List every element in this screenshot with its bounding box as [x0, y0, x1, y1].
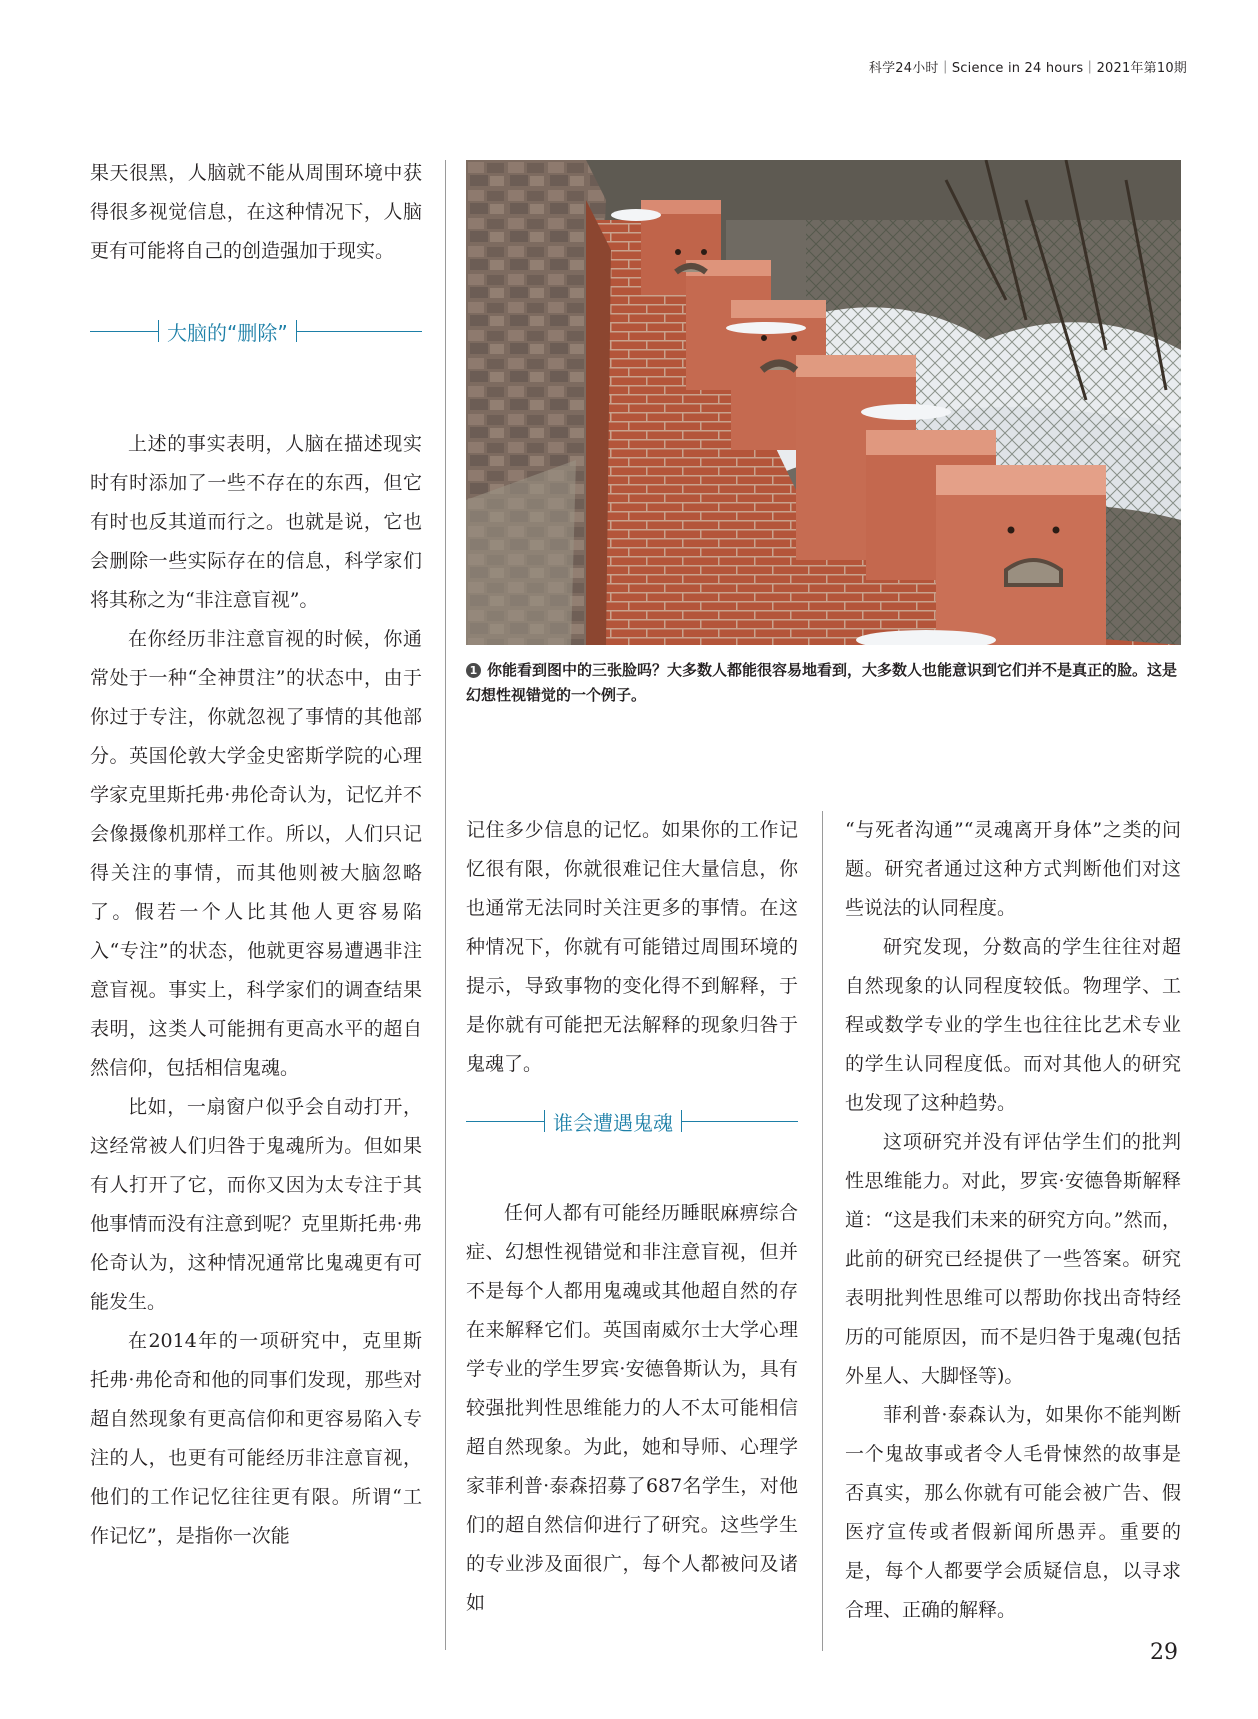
section-title: 大脑的“删除”: [167, 320, 288, 345]
column-divider-left: [445, 160, 446, 1650]
column-2-body: [466, 1194, 798, 1623]
column-2-intro: [466, 811, 798, 1084]
paragraph: “与死者沟通”“灵魂离开身体”之类的问题。研究者通过这种方式判断他们对这些说法的认同程度。: [845, 819, 1181, 919]
heading-rule-left: [90, 331, 158, 332]
paragraph: 比如，一扇窗户似乎会自动打开，这经常被人们归咎于鬼魂所为。但如果有人打开了它，而你又因为太专注于其他事情而没有注意到呢？克里斯托弗·弗伦奇认为，这种情况通常比鬼魂更有可能发生。: [90, 1096, 422, 1313]
paragraph: 这项研究并没有评估学生们的批判性思维能力。对此，罗宾·安德鲁斯解释道：“这是我们未来的研究方向。”然而，此前的研究已经提供了一些答案。研究表明批判性思维可以帮助你找出奇特经历的可能原因，而不是归咎于鬼魂(包括外星人、大脚怪等)。: [845, 1131, 1181, 1387]
paragraph: 在你经历非注意盲视的时候，你通常处于一种“全神贯注”的状态中，由于你过于专注，你就忽视了事情的其他部分。英国伦敦大学金史密斯学院的心理学家克里斯托弗·弗伦奇认为，记忆并不会像摄像机那样工作。所以，人们只记得关注的事情，而其他则被大脑忽略了。假若一个人比其他人更容易陷入“专注”的状态，他就更容易遭遇非注意盲视。事实上，科学家们的调查结果表明，这类人可能拥有更高水平的超自然信仰，包括相信鬼魂。: [90, 628, 422, 1079]
heading-rule-left: [466, 1121, 544, 1122]
heading-rule-right: [297, 331, 422, 332]
paragraph: 记住多少信息的记忆。如果你的工作记忆很有限，你就很难记住大量信息，你也通常无法同时关注更多的事情。在这种情况下，你就有可能错过周围环境的提示，导致事物的变化得不到解释，于是你就有可能把无法解释的现象归咎于鬼魂了。: [466, 819, 798, 1075]
column-1-intro: [90, 154, 422, 271]
paragraph: 上述的事实表明，人脑在描述现实时有时添加了一些不存在的东西，但它有时也反其道而行之。也就是说，它也会删除一些实际存在的信息，科学家们将其称之为“非注意盲视”。: [90, 433, 422, 611]
running-header: 科学24小时｜Science in 24 hours｜2021年第10期: [868, 61, 1187, 76]
paragraph: 任何人都有可能经历睡眠麻痹综合症、幻想性视错觉和非注意盲视，但并不是每个人都用鬼魂或其他超自然的存在来解释它们。英国南威尔士大学心理学专业的学生罗宾·安德鲁斯认为，具有较强批判性思维能力的人不太可能相信超自然现象。为此，她和导师、心理学家菲利普·泰森招募了687名学生，对他们的超自然信仰进行了研究。这些学生的专业涉及面很广，每个人都被问及诸如: [466, 1202, 798, 1614]
figure-number-badge: 1: [466, 663, 481, 678]
paragraph: 果天很黑，人脑就不能从周围环境中获得很多视觉信息，在这种情况下，人脑更有可能将自己的创造强加于现实。: [90, 162, 422, 262]
paragraph: 菲利普·泰森认为，如果你不能判断一个鬼故事或者令人毛骨悚然的故事是否真实，那么你就有可能会被广告、假医疗宣传或者假新闻所愚弄。重要的是，每个人都要学会质疑信息，以寻求合理、正确的解释。: [845, 1404, 1181, 1621]
brick-wall-faces-photo: [466, 160, 1181, 645]
photo-caption: [466, 658, 1181, 708]
section-heading-who-meets-ghosts: [466, 1106, 798, 1136]
paragraph: 研究发现，分数高的学生往往对超自然现象的认同程度较低。物理学、工程或数学专业的学生也往往比艺术专业的学生认同程度低。而对其他人的研究也发现了这种趋势。: [845, 936, 1181, 1114]
section-title: 谁会遭遇鬼魂: [553, 1110, 673, 1135]
column-1-body: [90, 425, 422, 1556]
section-heading-brain-delete: [90, 316, 422, 346]
column-3-body: [845, 811, 1181, 1630]
page-number: 29: [1150, 1640, 1178, 1665]
column-divider-right: [822, 811, 823, 1651]
caption-text: 你能看到图中的三张脸吗？大多数人都能很容易地看到，大多数人也能意识到它们并不是真正的脸。这是幻想性视错觉的一个例子。: [466, 661, 1178, 704]
paragraph: 在2014年的一项研究中，克里斯托弗·弗伦奇和他的同事们发现，那些对超自然现象有更高信仰和更容易陷入专注的人，也更有可能经历非注意盲视，他们的工作记忆往往更有限。所谓“工作记忆”，是指你一次能: [90, 1330, 422, 1547]
heading-rule-right: [682, 1121, 798, 1122]
